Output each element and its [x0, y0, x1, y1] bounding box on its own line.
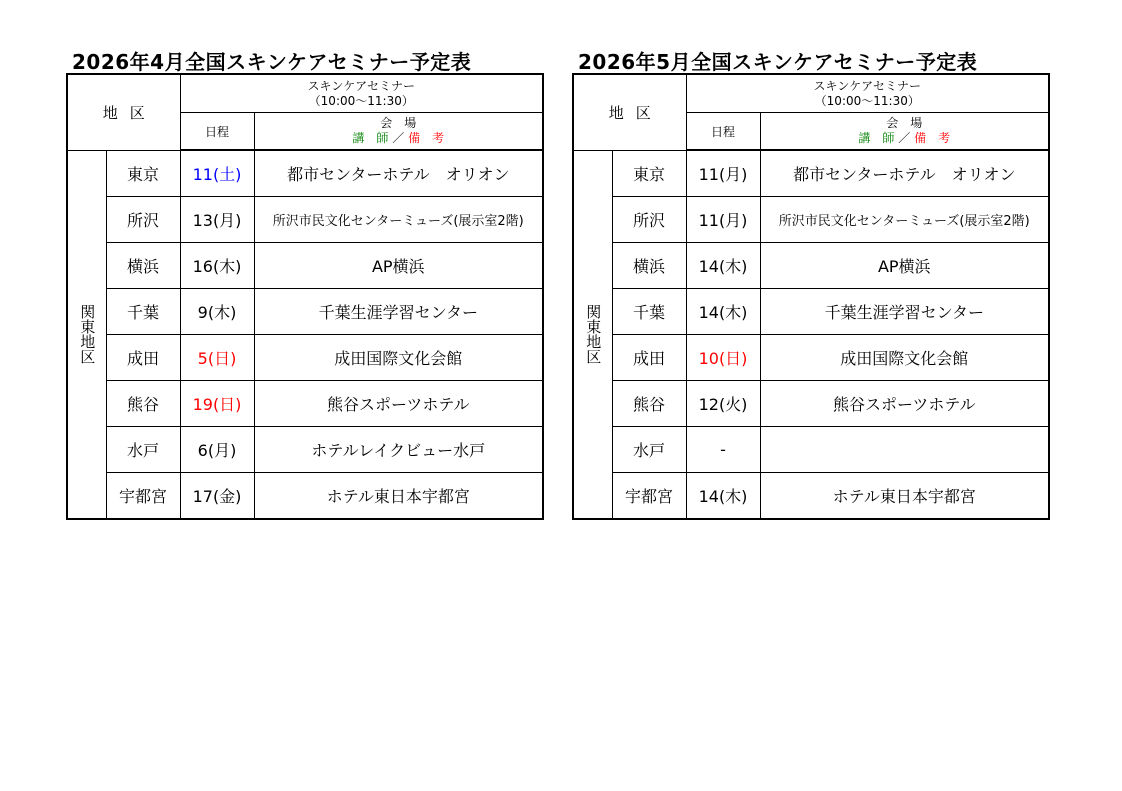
- table-row: [573, 289, 1049, 335]
- venue-cell: 成田国際文化会館: [760, 335, 1049, 381]
- venue-cell: 千葉生涯学習センター: [760, 289, 1049, 335]
- date-cell: 14(木): [686, 289, 760, 335]
- table-row: [67, 289, 543, 335]
- table-row: [67, 150, 543, 197]
- seminar-header: [686, 74, 1049, 113]
- venue-header: [760, 113, 1049, 151]
- city-cell: 成田: [106, 335, 180, 381]
- date-cell: 13(月): [180, 197, 254, 243]
- venue-cell: [760, 427, 1049, 473]
- instructor-remarks-label: [761, 131, 1049, 146]
- date-cell: 14(木): [686, 473, 760, 520]
- city-cell: 横浜: [612, 243, 686, 289]
- separator-slash: ／: [392, 131, 405, 145]
- instructor-label: 講 師: [352, 131, 389, 145]
- date-cell: 16(木): [180, 243, 254, 289]
- city-cell: 千葉: [106, 289, 180, 335]
- city-cell: 所沢: [106, 197, 180, 243]
- table-row: [67, 197, 543, 243]
- seminar-name: スキンケアセミナー: [307, 78, 416, 93]
- table-row: [573, 197, 1049, 243]
- venue-cell: 熊谷スポーツホテル: [254, 381, 543, 427]
- table-row: [573, 473, 1049, 520]
- seminar-name: スキンケアセミナー: [813, 78, 922, 93]
- date-cell: 5(日): [180, 335, 254, 381]
- date-header: 日程: [180, 113, 254, 151]
- region-header: 地区: [573, 74, 686, 150]
- table-row: [67, 243, 543, 289]
- separator-slash: ／: [898, 131, 911, 145]
- table-row: [67, 335, 543, 381]
- table-row: [573, 150, 1049, 197]
- venue-header: [254, 113, 543, 151]
- city-cell: 水戸: [612, 427, 686, 473]
- april-schedule-table: [66, 73, 544, 520]
- venue-cell: AP横浜: [760, 243, 1049, 289]
- may-schedule-table: [572, 73, 1050, 520]
- venue-cell: 千葉生涯学習センター: [254, 289, 543, 335]
- city-cell: 東京: [612, 150, 686, 197]
- city-cell: 熊谷: [106, 381, 180, 427]
- date-header: 日程: [686, 113, 760, 151]
- seminar-time: （10:00～11:30）: [308, 93, 414, 108]
- table-row: [573, 381, 1049, 427]
- venue-cell: 都市センターホテル オリオン: [254, 150, 543, 197]
- remarks-label: 備 考: [914, 131, 951, 145]
- date-cell: 9(木): [180, 289, 254, 335]
- venue-cell: ホテル東日本宇都宮: [760, 473, 1049, 520]
- instructor-label: 講 師: [858, 131, 895, 145]
- city-cell: 所沢: [612, 197, 686, 243]
- city-cell: 千葉: [612, 289, 686, 335]
- date-cell: -: [686, 427, 760, 473]
- date-cell: 11(土): [180, 150, 254, 197]
- venue-cell: ホテル東日本宇都宮: [254, 473, 543, 520]
- venue-cell: 都市センターホテル オリオン: [760, 150, 1049, 197]
- venue-cell: 所沢市民文化センターミューズ(展示室2階): [760, 197, 1049, 243]
- venue-cell: ホテルレイクビュー水戸: [254, 427, 543, 473]
- table-row: [573, 427, 1049, 473]
- date-cell: 14(木): [686, 243, 760, 289]
- date-cell: 12(火): [686, 381, 760, 427]
- city-cell: 宇都宮: [106, 473, 180, 520]
- venue-label: 会 場: [380, 116, 417, 130]
- city-cell: 水戸: [106, 427, 180, 473]
- venue-cell: 所沢市民文化センターミューズ(展示室2階): [254, 197, 543, 243]
- date-cell: 10(日): [686, 335, 760, 381]
- seminar-time: （10:00～11:30）: [814, 93, 920, 108]
- venue-cell: 熊谷スポーツホテル: [760, 381, 1049, 427]
- venue-label: 会 場: [886, 116, 923, 130]
- table-row: [573, 243, 1049, 289]
- date-cell: 6(月): [180, 427, 254, 473]
- table-row: [67, 473, 543, 520]
- region-header: 地区: [67, 74, 180, 150]
- table-row: [67, 427, 543, 473]
- date-cell: 11(月): [686, 150, 760, 197]
- city-cell: 熊谷: [612, 381, 686, 427]
- table-row: [573, 335, 1049, 381]
- city-cell: 東京: [106, 150, 180, 197]
- may-schedule-title: 2026年5月全国スキンケアセミナー予定表: [578, 50, 978, 74]
- date-cell: 11(月): [686, 197, 760, 243]
- date-cell: 19(日): [180, 381, 254, 427]
- instructor-remarks-label: [255, 131, 543, 146]
- venue-cell: AP横浜: [254, 243, 543, 289]
- table-row: [67, 381, 543, 427]
- city-cell: 横浜: [106, 243, 180, 289]
- area-label: 関東地区: [573, 150, 612, 519]
- city-cell: 成田: [612, 335, 686, 381]
- city-cell: 宇都宮: [612, 473, 686, 520]
- april-schedule-title: 2026年4月全国スキンケアセミナー予定表: [72, 50, 472, 74]
- date-cell: 17(金): [180, 473, 254, 520]
- remarks-label: 備 考: [408, 131, 445, 145]
- area-label: 関東地区: [67, 150, 106, 519]
- venue-cell: 成田国際文化会館: [254, 335, 543, 381]
- seminar-header: [180, 74, 543, 113]
